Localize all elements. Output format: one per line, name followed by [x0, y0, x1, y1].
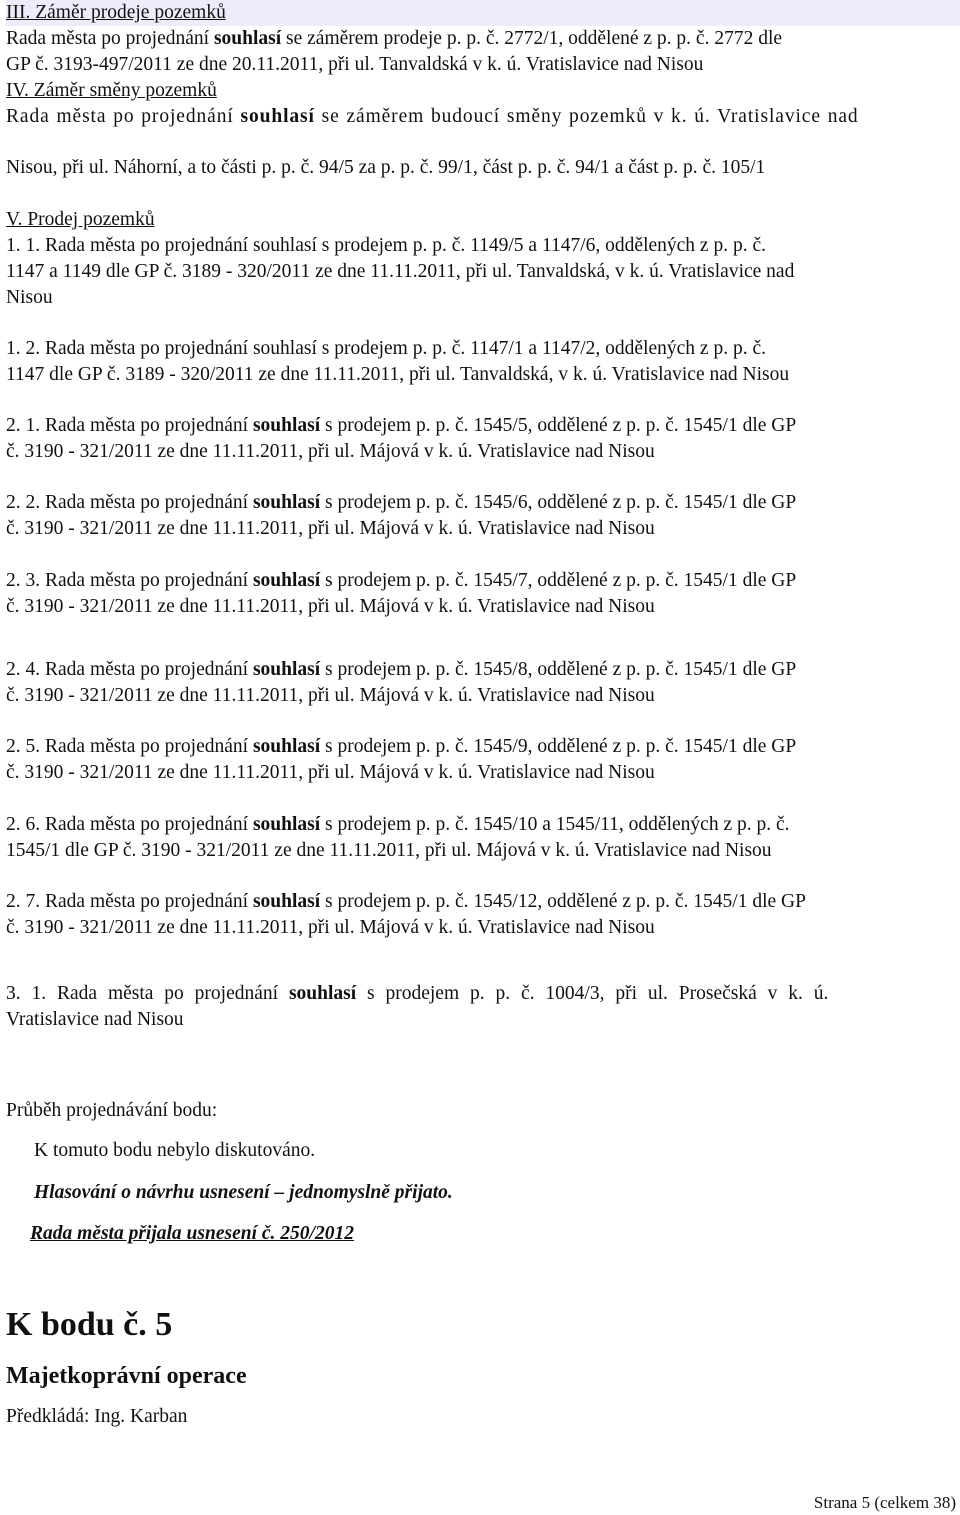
sale-item-3-1-line-1: 3. 1. Rada města po projednání souhlasí s prodejem p. p. č. 1004/3, při ul. Prosečská v k. ú.	[6, 983, 829, 1004]
sale-item-2-7-line-1: 2. 7. Rada města po projednání souhlasí s prodejem p. p. č. 1545/12, oddělené z p. p. č. 1545/1 dle GP	[6, 891, 806, 912]
sale-item-1-2-line-2: 1147 dle GP č. 3189 - 320/2011 ze dne 11.11.2011, při ul. Tanvaldská, v k. ú. Vratislavice nad Nisou	[6, 364, 790, 385]
section-5-heading: V. Prodej pozemků	[6, 209, 155, 230]
sale-item-2-3-line-2: č. 3190 - 321/2011 ze dne 11.11.2011, při ul. Májová v k. ú. Vratislavice nad Nisou	[6, 596, 655, 617]
sale-item-1-1-line-2: 1147 a 1149 dle GP č. 3189 - 320/2011 ze dne 11.11.2011, při ul. Tanvaldská, v k. ú. Vratislavice nad	[6, 261, 795, 282]
sale-item-2-1-line-2: č. 3190 - 321/2011 ze dne 11.11.2011, při ul. Májová v k. ú. Vratislavice nad Nisou	[6, 441, 655, 462]
vote-result: Hlasování o návrhu usnesení – jednomyslně přijato.	[34, 1182, 453, 1203]
sale-item-2-1-line-1: 2. 1. Rada města po projednání souhlasí s prodejem p. p. č. 1545/5, oddělené z p. p. č. 1545/1 dle GP	[6, 415, 797, 436]
sale-item-2-6-line-1: 2. 6. Rada města po projednání souhlasí s prodejem p. p. č. 1545/10 a 1545/11, oddělených z p. p. č.	[6, 814, 790, 835]
section-4-text-line-2: Nisou, při ul. Náhorní, a to části p. p. č. 94/5 za p. p. č. 99/1, část p. p. č. 94/1 a část p. p. č. 105/1	[6, 157, 766, 178]
sale-item-2-6-line-2: 1545/1 dle GP č. 3190 - 321/2011 ze dne 11.11.2011, při ul. Májová v k. ú. Vratislavice nad Nisou	[6, 840, 772, 861]
sale-item-3-1-line-2: Vratislavice nad Nisou	[6, 1009, 184, 1030]
proceedings-label: Průběh projednávání bodu:	[6, 1100, 218, 1121]
sale-item-1-2-line-1: 1. 2. Rada města po projednání souhlasí s prodejem p. p. č. 1147/1 a 1147/2, oddělených z p. p. č.	[6, 338, 766, 359]
section-4-text-line-1: Rada města po projednání souhlasí se záměrem budoucí směny pozemků v k. ú. Vratislavice nad	[6, 106, 859, 127]
sale-item-2-4-line-1: 2. 4. Rada města po projednání souhlasí s prodejem p. p. č. 1545/8, oddělené z p. p. č. 1545/1 dle GP	[6, 659, 797, 680]
section-4-heading: IV. Záměr směny pozemků	[6, 80, 217, 101]
sale-item-2-2-line-2: č. 3190 - 321/2011 ze dne 11.11.2011, při ul. Májová v k. ú. Vratislavice nad Nisou	[6, 518, 655, 539]
agenda-item-subtitle: Majetkoprávní operace	[6, 1363, 247, 1389]
section-3-text-line-2: GP č. 3193-497/2011 ze dne 20.11.2011, při ul. Tanvaldská v k. ú. Vratislavice nad Nisou	[6, 54, 704, 75]
page-number: Strana 5 (celkem 38)	[813, 1493, 956, 1512]
sale-item-2-2-line-1: 2. 2. Rada města po projednání souhlasí s prodejem p. p. č. 1545/6, oddělené z p. p. č. 1545/1 dle GP	[6, 492, 797, 513]
sale-item-2-3-line-1: 2. 3. Rada města po projednání souhlasí s prodejem p. p. č. 1545/7, oddělené z p. p. č. 1545/1 dle GP	[6, 570, 797, 591]
section-3-heading: III. Záměr prodeje pozemků	[6, 0, 960, 26]
sale-item-2-7-line-2: č. 3190 - 321/2011 ze dne 11.11.2011, při ul. Májová v k. ú. Vratislavice nad Nisou	[6, 917, 655, 938]
resolution-number: Rada města přijala usnesení č. 250/2012	[30, 1223, 354, 1244]
presenter: Předkládá: Ing. Karban	[6, 1406, 188, 1427]
agenda-item-title: K bodu č. 5	[6, 1306, 173, 1343]
section-3-text-line-1: Rada města po projednání souhlasí se záměrem prodeje p. p. č. 2772/1, oddělené z p. p. č. 2772 dle	[6, 28, 783, 49]
sale-item-1-1-line-3: Nisou	[6, 287, 53, 308]
sale-item-2-5-line-1: 2. 5. Rada města po projednání souhlasí s prodejem p. p. č. 1545/9, oddělené z p. p. č. 1545/1 dle GP	[6, 736, 797, 757]
sale-item-2-5-line-2: č. 3190 - 321/2011 ze dne 11.11.2011, při ul. Májová v k. ú. Vratislavice nad Nisou	[6, 762, 655, 783]
discussion-note: K tomuto bodu nebylo diskutováno.	[34, 1140, 316, 1161]
sale-item-2-4-line-2: č. 3190 - 321/2011 ze dne 11.11.2011, při ul. Májová v k. ú. Vratislavice nad Nisou	[6, 685, 655, 706]
sale-item-1-1-line-1: 1. 1. Rada města po projednání souhlasí s prodejem p. p. č. 1149/5 a 1147/6, oddělených z p. p. č.	[6, 235, 766, 256]
